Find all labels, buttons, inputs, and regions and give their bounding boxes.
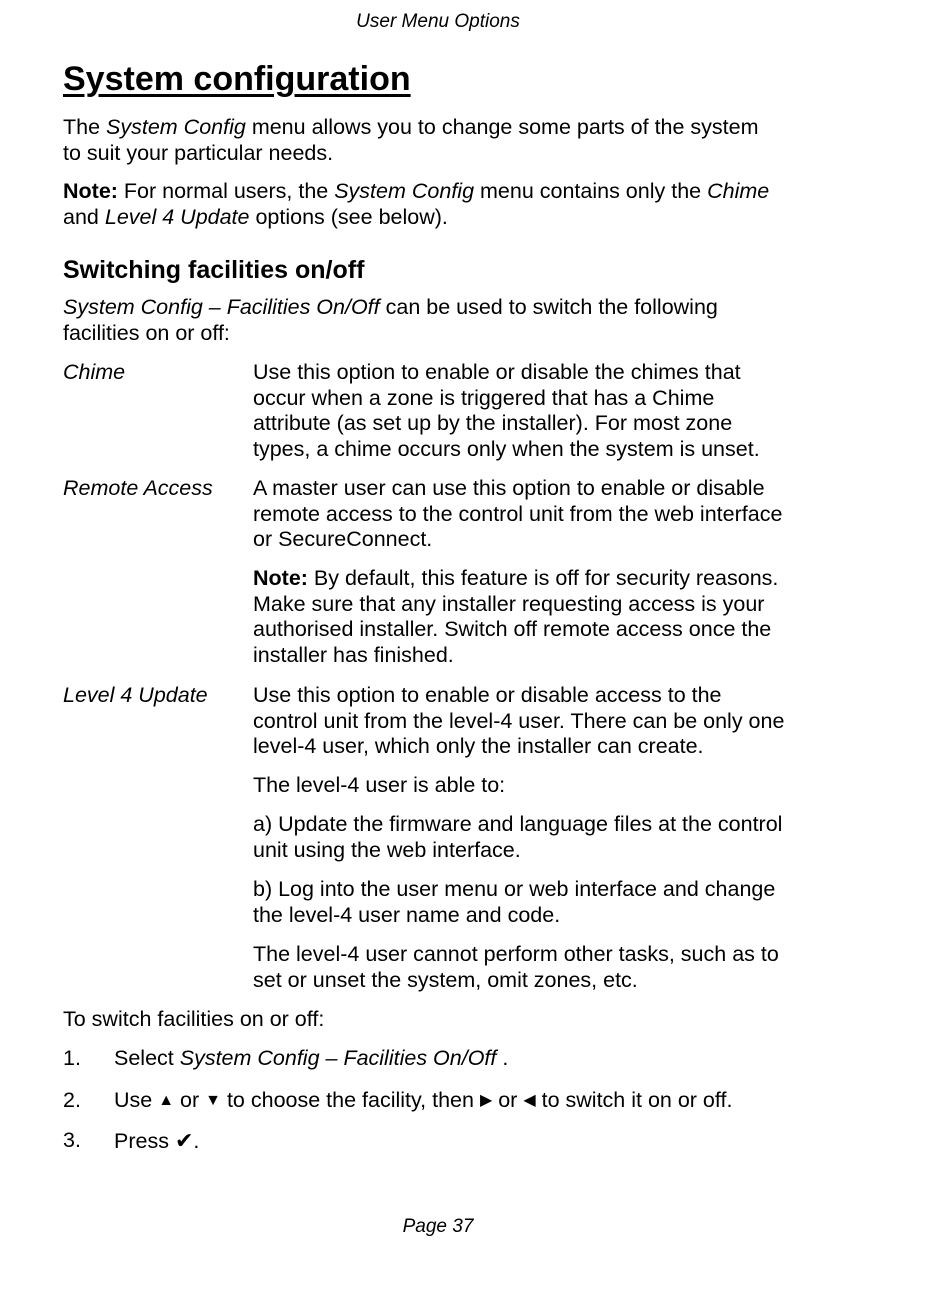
intro-note: Note: For normal users, the System Config menu contains only the Chime and Level 4 Update options (see below). <box>63 179 770 229</box>
page-title: System configuration <box>63 60 411 98</box>
page-number: Page 37 <box>402 1216 474 1237</box>
check-icon: ✔ <box>174 1128 194 1153</box>
term-remote-access: Remote Access <box>63 476 213 500</box>
level4-item-a: a) Update the firmware and language files at the control unit using the web interface. <box>253 812 783 862</box>
step-1: Select System Config – Facilities On/Off . <box>114 1046 509 1070</box>
step-number: 3. <box>63 1128 81 1152</box>
section-heading: Switching facilities on/off <box>63 256 365 284</box>
step-2: Use ▲ or ▼ to choose the facility, then ▶ or ◀ to switch it on or off. <box>114 1088 733 1112</box>
intro-paragraph: The System Config menu allows you to change some parts of the system to suit your particular needs. <box>63 115 759 165</box>
note-label: Note: <box>63 179 118 203</box>
level4-cannot: The level-4 user cannot perform other tasks, such as to set or unset the system, omit zones, etc. <box>253 942 779 992</box>
up-arrow-icon: ▲ <box>158 1092 175 1109</box>
left-arrow-icon: ◀ <box>523 1092 536 1109</box>
chime-description: Use this option to enable or disable the chimes that occur when a zone is triggered that has a Chime attribute (as set up by the installer). For most zone types, a chime occurs only when the system is unset. <box>253 360 760 461</box>
procedure-lead: To switch facilities on or off: <box>63 1007 325 1031</box>
right-arrow-icon: ▶ <box>479 1092 493 1109</box>
step-number: 2. <box>63 1088 81 1112</box>
level4-able-to: The level-4 user is able to: <box>253 773 506 797</box>
running-header: User Menu Options <box>356 11 520 32</box>
step-3: Press ✔. <box>114 1128 200 1153</box>
section-lead: System Config – Facilities On/Off can be used to switch the following facilities on or off: <box>63 295 718 345</box>
remote-access-note: Note: By default, this feature is off for security reasons. Make sure that any installer requesting access is your authorised installer. Switch off remote access once the installer has finished. <box>253 566 779 667</box>
remote-access-description: A master user can use this option to enable or disable remote access to the control unit from the web interface or SecureConnect. <box>253 476 783 552</box>
level4-description: Use this option to enable or disable access to the control unit from the level-4 user. There can be only one level-4 user, which only the installer can create. <box>253 683 785 759</box>
level4-item-b: b) Log into the user menu or web interface and change the level-4 user name and code. <box>253 877 776 927</box>
step-number: 1. <box>63 1046 81 1070</box>
term-level-4-update: Level 4 Update <box>63 683 208 707</box>
note-label: Note: <box>253 566 308 590</box>
down-arrow-icon: ▼ <box>205 1092 221 1109</box>
term-chime: Chime <box>63 360 126 384</box>
